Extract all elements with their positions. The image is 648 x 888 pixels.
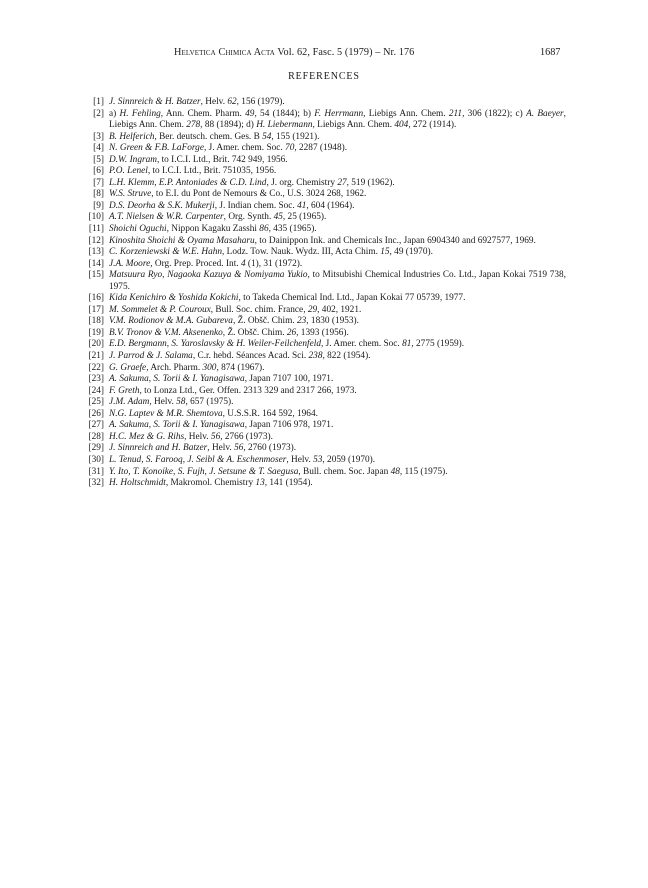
- reference-number: [21]: [88, 351, 104, 362]
- reference-text: [109, 397, 566, 409]
- reference-citation: , 2760 (1973).: [243, 443, 297, 454]
- reference-number: [8]: [93, 189, 104, 200]
- reference-number: [2]: [93, 108, 104, 119]
- reference-author-or-volume: 49: [245, 108, 255, 119]
- reference-text: [109, 455, 566, 467]
- reference-item: [82, 212, 566, 224]
- reference-citation: , Ž. Obšč. Chim.: [222, 327, 287, 338]
- reference-citation: , 435 (1965).: [268, 224, 317, 235]
- reference-author-or-volume: 56: [234, 443, 244, 454]
- reference-citation: , to E.I. du Pont de Nemours & Co., U.S. 3024 268, 1962.: [151, 189, 367, 200]
- reference-author-or-volume: 23: [296, 316, 307, 327]
- reference-author-or-volume: 86: [259, 224, 269, 235]
- reference-citation: , to Dainippon Ink. and Chemicals Inc., Japan 6904340 and 6927577, 1969.: [254, 235, 536, 246]
- reference-citation: , 2766 (1973).: [220, 431, 273, 442]
- reference-author-or-volume: N. Green & F.B. LaForge: [109, 143, 204, 154]
- reference-author-or-volume: L. Tenud, S. Farooq, J. Seibl & A. Eschenmoser: [109, 454, 287, 465]
- reference-citation: , 25 (1965).: [282, 212, 327, 223]
- reference-item: [82, 420, 566, 432]
- reference-item: [82, 166, 566, 178]
- reference-item: [82, 109, 566, 132]
- reference-citation: , Nippon Kagaku Zasshi: [166, 224, 260, 235]
- running-header: [0, 47, 648, 61]
- reference-citation: , Bull. Soc. chim. France,: [210, 304, 308, 315]
- reference-author-or-volume: J. Sinnreich & H. Batzer: [109, 97, 201, 107]
- reference-number: [9]: [93, 200, 104, 211]
- reference-citation: , Lodz. Tow. Nauk. Wydz. III, Acta Chim.: [222, 247, 381, 258]
- reference-author-or-volume: L.H. Klemm, E.P. Antoniades & C.D. Lind: [109, 177, 267, 188]
- reference-item: [82, 443, 566, 455]
- reference-number: [3]: [93, 131, 104, 142]
- reference-author-or-volume: Kinoshita Shoichi & Oyama Masaharu: [109, 235, 255, 246]
- reference-citation: , to I.C.I. Ltd., Brit. 742 949, 1956.: [156, 154, 288, 165]
- reference-author-or-volume: 13: [255, 478, 265, 489]
- reference-item: [82, 293, 566, 305]
- reference-item: [82, 270, 566, 293]
- reference-author-or-volume: 41: [297, 200, 307, 211]
- reference-number: [17]: [88, 304, 104, 315]
- reference-author-or-volume: 27: [337, 177, 347, 188]
- reference-number: [28]: [88, 431, 104, 442]
- reference-author-or-volume: J.M. Adam: [109, 397, 150, 408]
- reference-author-or-volume: 53: [313, 454, 323, 465]
- reference-author-or-volume: 54: [262, 131, 272, 142]
- reference-text: [109, 478, 566, 490]
- reference-number: [31]: [88, 466, 104, 477]
- reference-number: [22]: [88, 362, 104, 373]
- reference-item: [82, 363, 566, 375]
- reference-citation: , Helv.: [149, 397, 177, 408]
- reference-item: [82, 409, 566, 421]
- reference-item: [82, 236, 566, 248]
- reference-number: [18]: [88, 316, 104, 327]
- reference-author-or-volume: V.M. Rodionov & M.A. Gubareva: [109, 316, 233, 327]
- reference-author-or-volume: B.V. Tronov & V.M. Aksenenko: [109, 327, 223, 338]
- reference-number: [7]: [93, 177, 104, 188]
- reference-author-or-volume: 81: [402, 339, 412, 350]
- reference-citation: , 272 (1914).: [408, 120, 457, 131]
- reference-citation: , 155 (1921).: [271, 131, 320, 142]
- reference-number: [27]: [88, 420, 104, 431]
- reference-citation: , 2287 (1948).: [294, 143, 348, 154]
- reference-citation: , C.r. hebd. Séances Acad. Sci.: [192, 351, 309, 362]
- reference-author-or-volume: 238: [308, 351, 323, 362]
- reference-author-or-volume: 48: [390, 466, 400, 477]
- reference-citation: , Makromol. Chemistry: [165, 478, 256, 489]
- reference-author-or-volume: F. Greth: [109, 385, 140, 396]
- reference-citation: , J. Amer. chem. Soc.: [320, 339, 403, 350]
- reference-text: [109, 328, 566, 340]
- reference-citation: a): [109, 108, 120, 119]
- reference-text: [109, 247, 566, 259]
- reference-text: [109, 212, 566, 224]
- reference-citation: , Helv.: [184, 431, 211, 442]
- reference-citation: , Arch. Pharm.: [146, 362, 203, 373]
- reference-text: [109, 201, 566, 213]
- reference-text: [109, 432, 566, 444]
- journal-name: Helvetica Chimica Acta: [174, 47, 275, 58]
- reference-author-or-volume: 4: [240, 258, 246, 269]
- reference-author-or-volume: 300: [202, 362, 217, 373]
- reference-list: [82, 97, 566, 490]
- reference-citation: , U.S.S.R. 164 592, 1964.: [222, 408, 318, 419]
- volume-issue: Vol. 62, Fasc. 5 (1979) – Nr. 176: [277, 47, 415, 58]
- reference-item: [82, 132, 566, 144]
- reference-author-or-volume: H. Fehling: [119, 108, 161, 119]
- reference-item: [82, 97, 566, 109]
- reference-author-or-volume: J. Sinnreich and H. Batzer: [109, 443, 208, 454]
- reference-text: [109, 189, 566, 201]
- reference-text: [109, 224, 566, 236]
- reference-text: [109, 293, 566, 305]
- page-number: 1687: [540, 47, 561, 58]
- reference-author-or-volume: D.S. Deorha & S.K. Mukerji: [109, 200, 215, 211]
- reference-author-or-volume: J. Parrod & J. Salama: [109, 351, 193, 362]
- reference-item: [82, 143, 566, 155]
- reference-citation: , Liebigs Ann. Chem.: [312, 120, 395, 131]
- reference-citation: , Helv.: [286, 454, 314, 465]
- reference-item: [82, 259, 566, 271]
- reference-number: [4]: [93, 143, 104, 154]
- reference-citation: , 604 (1964).: [306, 200, 355, 211]
- reference-citation: , Org. Prep. Proced. Int.: [150, 258, 241, 269]
- reference-author-or-volume: Matsuura Ryo, Nagaoka Kazuya & Nomiyama Yukio: [109, 270, 308, 281]
- reference-item: [82, 189, 566, 201]
- reference-number: [11]: [88, 224, 104, 235]
- reference-citation: , 141 (1954).: [264, 478, 313, 489]
- reference-number: [16]: [88, 293, 104, 304]
- reference-citation: , Bull. chem. Soc. Japan: [298, 466, 391, 477]
- reference-citation: , J. org. Chemistry: [266, 177, 338, 188]
- reference-citation: , 657 (1975).: [185, 397, 234, 408]
- reference-author-or-volume: H.C. Mez & G. Rihs: [109, 431, 185, 442]
- reference-number: [12]: [88, 235, 104, 246]
- reference-text: [109, 178, 566, 190]
- reference-author-or-volume: A. Sakuma, S. Torii & I. Yanagisawa: [109, 374, 245, 385]
- reference-text: [109, 236, 566, 248]
- reference-author-or-volume: A. Baeyer: [526, 108, 564, 119]
- reference-citation: , 2059 (1970).: [322, 454, 376, 465]
- reference-citation: , 49 (1970).: [389, 247, 433, 258]
- section-title: REFERENCES: [288, 71, 360, 82]
- reference-citation: , Helv.: [200, 97, 228, 107]
- reference-author-or-volume: Shoichi Oguchi: [109, 224, 167, 235]
- reference-number: [25]: [88, 397, 104, 408]
- reference-author-or-volume: D.W. Ingram: [109, 154, 157, 165]
- reference-text: [109, 166, 566, 178]
- reference-author-or-volume: H. Liebermann: [256, 120, 313, 131]
- reference-text: [109, 386, 566, 398]
- reference-citation: , Ber. deutsch. chem. Ges. B: [154, 131, 263, 142]
- reference-citation: , J. Indian chem. Soc.: [214, 200, 298, 211]
- reference-text: [109, 109, 566, 132]
- reference-citation: , 874 (1967).: [216, 362, 265, 373]
- reference-number: [14]: [88, 258, 104, 269]
- reference-author-or-volume: Kida Kenichiro & Yoshida Kokichi: [109, 293, 239, 304]
- reference-author-or-volume: 278: [186, 120, 201, 131]
- reference-number: [29]: [88, 443, 104, 454]
- reference-number: [6]: [93, 166, 104, 177]
- reference-citation: , 54 (1844); b): [254, 108, 315, 119]
- reference-text: [109, 443, 566, 455]
- reference-text: [109, 363, 566, 375]
- reference-author-or-volume: B. Helferich: [109, 131, 155, 142]
- reference-text: [109, 409, 566, 421]
- reference-number: [10]: [88, 212, 104, 223]
- reference-author-or-volume: 26: [286, 327, 297, 338]
- reference-citation: , 519 (1962).: [346, 177, 395, 188]
- reference-text: [109, 132, 566, 144]
- reference-item: [82, 305, 566, 317]
- reference-author-or-volume: 404: [394, 120, 409, 131]
- reference-author-or-volume: H. Holtschmidt: [109, 478, 166, 489]
- reference-text: [109, 259, 566, 271]
- reference-citation: , 822 (1954).: [322, 351, 371, 362]
- reference-text: [109, 420, 566, 432]
- reference-text: [109, 143, 566, 155]
- reference-number: [13]: [88, 247, 104, 258]
- reference-item: [82, 224, 566, 236]
- reference-citation: , J. Amer. chem. Soc.: [203, 143, 286, 154]
- reference-author-or-volume: M. Sommelet & P. Couroux: [109, 304, 211, 315]
- reference-citation: , 2775 (1959).: [411, 339, 465, 350]
- reference-citation: , to Lonza Ltd., Ger. Offen. 2313 329 and 2317 266, 1973.: [139, 385, 357, 396]
- reference-author-or-volume: G. Graefe: [109, 362, 147, 373]
- reference-text: [109, 270, 566, 293]
- reference-author-or-volume: P.O. Lenel: [109, 166, 148, 177]
- reference-citation: , Japan 7106 978, 1971.: [244, 420, 334, 431]
- reference-item: [82, 155, 566, 167]
- reference-text: [109, 374, 566, 386]
- reference-author-or-volume: Y. Ito, T. Konoike, S. Fujh, J. Setsune & T. Saegusa: [109, 466, 299, 477]
- reference-number: [24]: [88, 385, 104, 396]
- reference-citation: , Liebigs Ann. Chem.: [363, 108, 449, 119]
- reference-text: [109, 339, 566, 351]
- reference-number: [1]: [93, 97, 104, 107]
- reference-author-or-volume: W.S. Struve: [109, 189, 152, 200]
- reference-author-or-volume: J.A. Moore: [109, 258, 151, 269]
- reference-author-or-volume: 45: [273, 212, 283, 223]
- reference-citation: , to Takeda Chemical Ind. Ltd., Japan Kokai 77 05739, 1977.: [238, 293, 466, 304]
- reference-item: [82, 432, 566, 444]
- reference-citation: , 1393 (1956).: [296, 327, 349, 338]
- reference-item: [82, 351, 566, 363]
- reference-author-or-volume: 58: [176, 397, 186, 408]
- reference-text: [109, 316, 566, 328]
- reference-item: [82, 178, 566, 190]
- reference-text: [109, 97, 566, 109]
- reference-text: [109, 305, 566, 317]
- reference-item: [82, 328, 566, 340]
- reference-citation: (1), 31 (1972).: [245, 258, 303, 269]
- reference-author-or-volume: A. Sakuma, S. Torii & I. Yanagisawa: [109, 420, 245, 431]
- reference-author-or-volume: 62: [227, 97, 237, 107]
- reference-item: [82, 397, 566, 409]
- reference-citation: , Ann. Chem. Pharm.: [160, 108, 246, 119]
- reference-item: [82, 201, 566, 213]
- reference-citation: , 306 (1822); c): [462, 108, 527, 119]
- reference-number: [19]: [88, 327, 104, 338]
- reference-item: [82, 339, 566, 351]
- reference-author-or-volume: A.T. Nielsen & W.R. Carpenter: [109, 212, 224, 223]
- reference-item: [82, 386, 566, 398]
- reference-item: [82, 247, 566, 259]
- reference-author-or-volume: 15: [380, 247, 390, 258]
- reference-citation: , 156 (1979).: [236, 97, 285, 107]
- reference-item: [82, 455, 566, 467]
- reference-citation: , to Mitsubishi Chemical Industries Co. Ltd., Japan Kokai 7519 738, 1975.: [109, 270, 566, 292]
- reference-citation: , Liebigs Ann. Chem.: [109, 108, 566, 131]
- reference-author-or-volume: E.D. Bergmann, S. Yaroslavsky & H. Weiler-Feilchenfeld: [109, 339, 321, 350]
- reference-author-or-volume: 56: [210, 431, 221, 442]
- reference-author-or-volume: F. Herrmann: [314, 108, 364, 119]
- reference-number: [32]: [88, 478, 104, 489]
- reference-citation: , 88 (1894); d): [200, 120, 257, 131]
- reference-text: [109, 351, 566, 363]
- reference-author-or-volume: 29: [307, 304, 318, 315]
- reference-item: [82, 316, 566, 328]
- reference-citation: , 1830 (1953).: [306, 316, 359, 327]
- reference-number: [30]: [88, 454, 104, 465]
- reference-number: [20]: [88, 339, 104, 350]
- reference-number: [26]: [88, 408, 104, 419]
- reference-citation: , to I.C.I. Ltd., Brit. 751035, 1956.: [147, 166, 277, 177]
- reference-number: [23]: [88, 374, 104, 385]
- journal-info: [174, 47, 414, 58]
- reference-text: [109, 155, 566, 167]
- reference-citation: , 402, 1921.: [317, 304, 362, 315]
- reference-author-or-volume: N.G. Laptev & M.R. Shemtova: [109, 408, 223, 419]
- reference-author-or-volume: C. Korzeniewski & W.E. Hahn: [109, 247, 223, 258]
- reference-citation: , Japan 7107 100, 1971.: [244, 374, 334, 385]
- reference-citation: , Helv.: [207, 443, 235, 454]
- reference-citation: , Org. Synth.: [223, 212, 274, 223]
- reference-item: [82, 467, 566, 479]
- reference-item: [82, 478, 566, 490]
- reference-citation: , 115 (1975).: [399, 466, 448, 477]
- reference-number: [5]: [93, 154, 104, 165]
- reference-author-or-volume: 70: [285, 143, 295, 154]
- reference-number: [15]: [88, 270, 104, 281]
- reference-citation: , Ž. Obšč. Chim.: [232, 316, 297, 327]
- reference-text: [109, 467, 566, 479]
- reference-item: [82, 374, 566, 386]
- reference-author-or-volume: 211: [448, 108, 463, 119]
